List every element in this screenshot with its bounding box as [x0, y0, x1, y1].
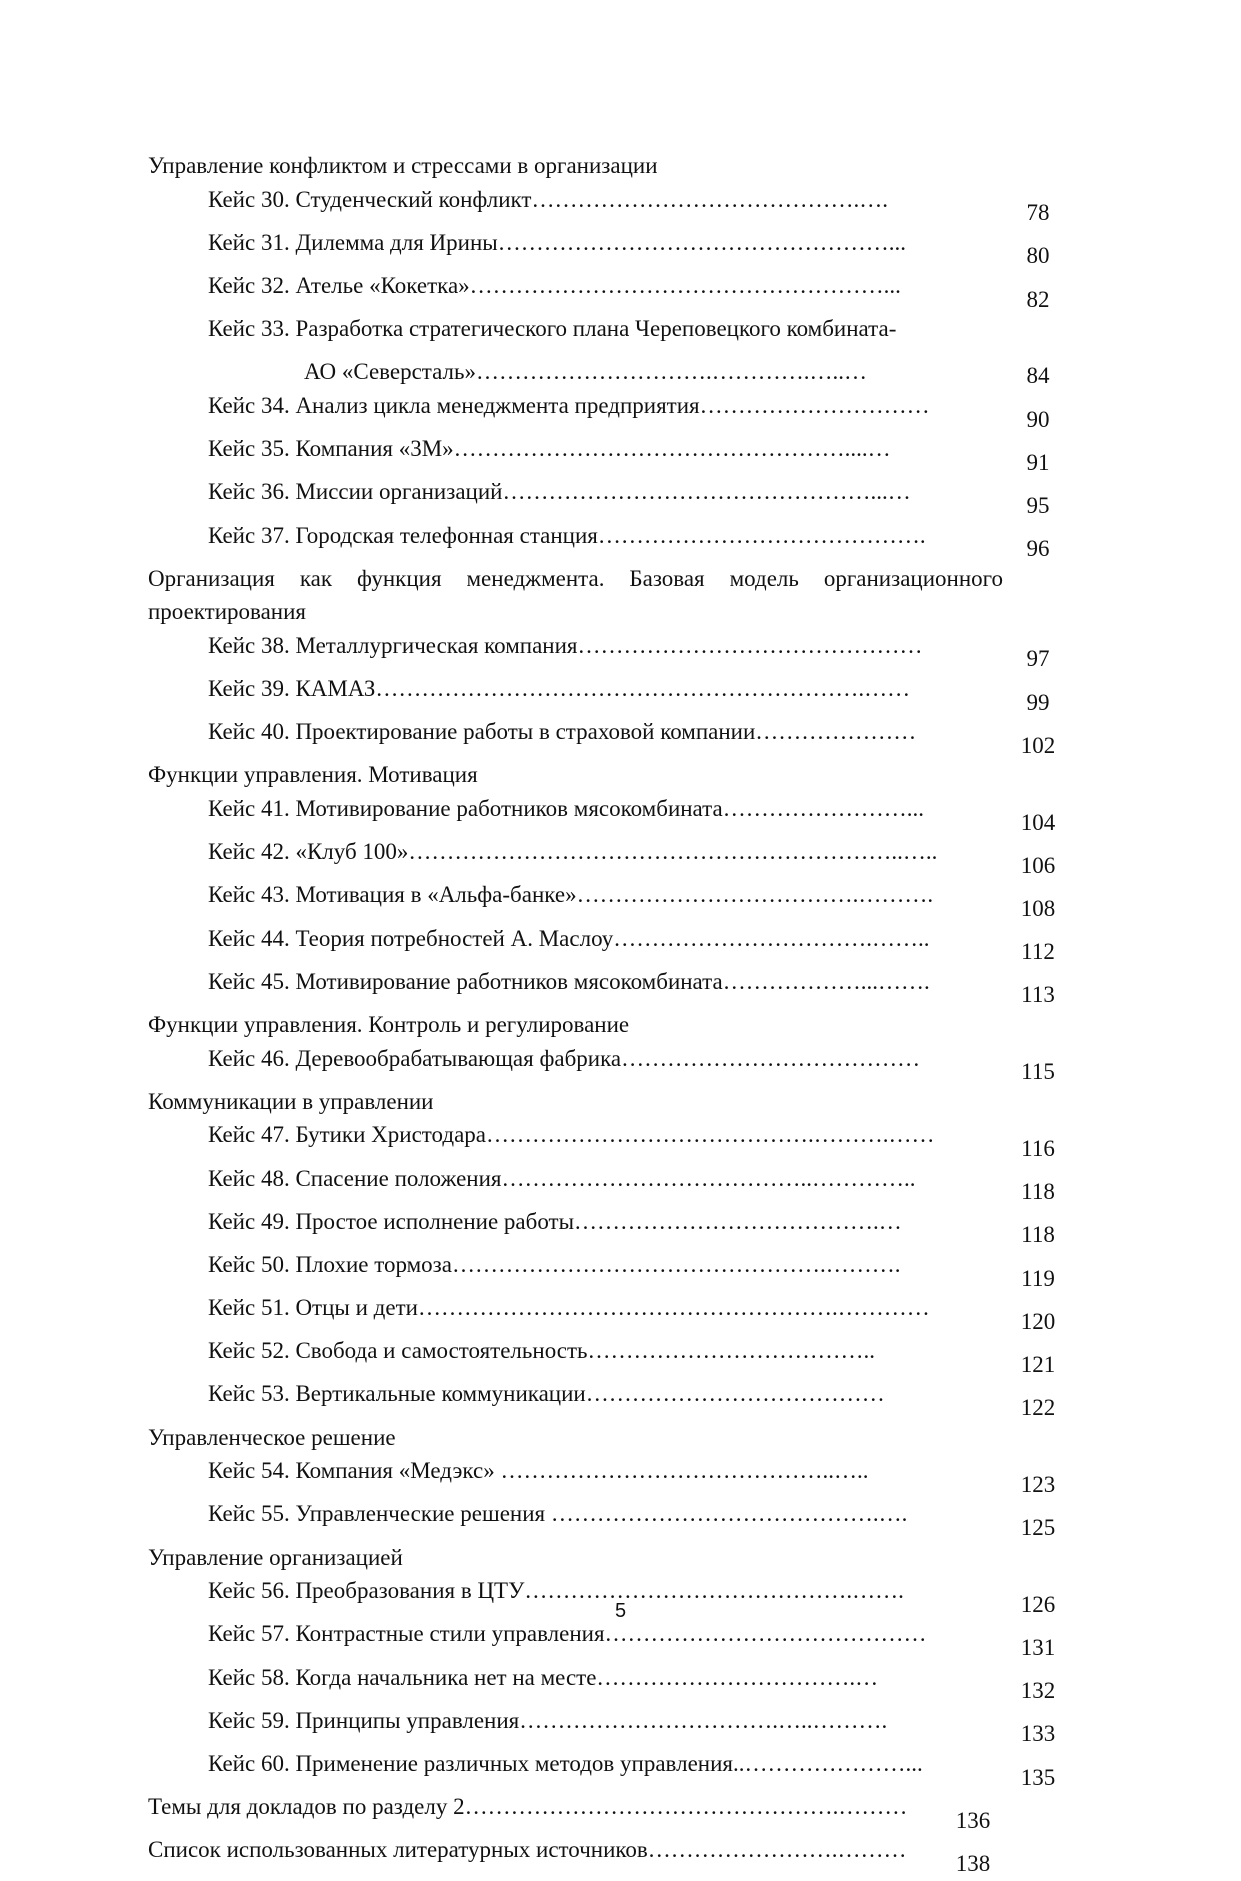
toc-entry-page: 108 [1020, 896, 1056, 921]
toc-case-entry [148, 1291, 1068, 1334]
toc-entry-title: Кейс 45. Мотивирование работников мясокомбината………………...……. [208, 968, 930, 994]
toc-entry-title: Кейс 30. Студенческий конфликт…………………………………….…. [208, 186, 888, 212]
toc-entry-page: 138 [955, 1850, 991, 1876]
toc-case-entry [148, 1454, 1068, 1497]
toc-section-heading [148, 149, 1003, 183]
toc-entry-page: 118 [1021, 1222, 1055, 1248]
toc-case-entry [148, 1617, 1068, 1660]
toc-entry-title: Кейс 33. Разработка стратегического плана Череповецкого комбината- [208, 316, 897, 342]
toc-entry-page: 126 [1020, 1591, 1056, 1617]
toc-entry-title: Кейс 36. Миссии организаций…………………………………………...… [208, 479, 911, 505]
toc-entry-title: Кейс 43. Мотивация в «Альфа-банке»……………………………….………. [208, 882, 934, 908]
toc-entry-page: 96 [1026, 536, 1050, 562]
toc-case-entry [148, 432, 1068, 475]
toc-entry-page: 122 [1020, 1395, 1056, 1421]
toc-entry-title: Темы для докладов по разделу 2………………………………………….……… [148, 1794, 908, 1820]
toc-entry-title: Кейс 59. Принципы управления…………………………….…..………. [208, 1707, 888, 1733]
toc-section-heading [148, 1085, 1003, 1119]
toc-section-heading [148, 1421, 1003, 1455]
toc-entry-title: Кейс 44. Теория потребностей А. Маслоу…………………………….…….. [208, 925, 930, 951]
toc-section-heading [148, 758, 1003, 792]
toc-entry-title: Кейс 47. Бутики Христодара…………………………………….……….…… [208, 1122, 935, 1148]
toc-entry-title: Кейс 56. Преобразования в ЦТУ…………………………………….……. [208, 1578, 904, 1604]
toc-entry-page: 118 [1021, 1179, 1055, 1205]
toc-entry-title: Кейс 48. Спасение положения…………………………………..………….. [208, 1165, 916, 1191]
toc-case-entry [148, 389, 1068, 432]
toc-entry-page: 80 [1026, 243, 1050, 269]
toc-case-entry [148, 183, 1068, 226]
toc-entry-title: Кейс 37. Городская телефонная станция……………………………………. [208, 522, 926, 548]
toc-entry-page: 115 [1021, 1059, 1055, 1085]
toc-entry-page: 131 [1020, 1635, 1056, 1660]
toc-entry-page: 84 [1026, 363, 1050, 389]
toc-entry-title: Кейс 51. Отцы и дети……………………………………………….………… [208, 1295, 930, 1321]
toc-entry-title: Кейс 31. Дилемма для Ирины……………………………………………... [208, 229, 906, 255]
toc-entry-title: Кейс 54. Компания «Медэкс» ……………………………………..….. [208, 1458, 869, 1484]
toc-entry-title: Управление конфликтом и стрессами в организации [148, 153, 658, 178]
page-number: 5 [614, 1600, 627, 1622]
toc-case-entry [148, 792, 1068, 835]
toc-entry-title: Кейс 46. Деревообрабатывающая фабрика………………………………… [208, 1045, 921, 1071]
toc-case-entry [148, 1497, 1068, 1540]
toc-entry-title: Коммуникации в управлении [148, 1088, 434, 1114]
toc-case-entry [148, 715, 1068, 758]
toc-case-entry [148, 475, 1068, 518]
toc-entry-title: Кейс 58. Когда начальника нет на месте…………………………….… [208, 1664, 879, 1690]
toc-entry-page: 133 [1020, 1721, 1056, 1747]
toc-case-entry [148, 1248, 1068, 1291]
toc-entry-title: Кейс 40. Проектирование работы в страховой компании………………… [208, 719, 917, 745]
toc-case-entry [148, 922, 1068, 965]
toc-entry-page: 113 [1021, 982, 1055, 1008]
toc-entry-title: Кейс 49. Простое исполнение работы………………………………….… [208, 1208, 902, 1234]
toc-entry-page: 132 [1020, 1678, 1056, 1704]
toc-entry-title: Кейс 60. Применение различных методов управления..…………………... [208, 1750, 923, 1776]
toc-case-entry [148, 1377, 1068, 1420]
toc-section-heading [148, 1008, 1003, 1042]
toc-entry-page: 78 [1026, 200, 1050, 226]
toc-entry-page: 112 [1021, 939, 1055, 965]
toc-entry-page: 136 [955, 1807, 991, 1833]
toc-entry-page: 123 [1020, 1471, 1056, 1497]
toc-entry-title: Кейс 50. Плохие тормоза………………………………………….………. [208, 1251, 901, 1277]
toc-case-entry [148, 878, 1068, 921]
toc-entry-page: 119 [1021, 1265, 1055, 1291]
toc-entry-title: Кейс 39. КАМАЗ……………………………………………………….…… [208, 676, 911, 702]
toc-entry-page: 116 [1021, 1135, 1055, 1161]
toc-entry-title-continuation: АО «Северсталь»………………………….………….…..… [304, 359, 868, 385]
toc-case-entry [148, 1334, 1068, 1377]
toc-case-entry [148, 1118, 1068, 1161]
toc-case-entry [148, 312, 1068, 389]
toc-section-heading [148, 1541, 1003, 1575]
toc-case-entry [148, 835, 1068, 878]
toc-entry-title: Функции управления. Контроль и регулирование [148, 1011, 630, 1037]
toc-entry-page: 125 [1020, 1515, 1056, 1541]
toc-case-entry [148, 1704, 1068, 1747]
toc-section-heading [148, 1833, 1003, 1876]
toc-entry-page: 99 [1026, 689, 1050, 715]
toc-entry-page: 121 [1020, 1351, 1056, 1377]
toc-case-entry [148, 1042, 1068, 1085]
toc-entry-page: 90 [1026, 406, 1050, 432]
toc-entry-page: 95 [1026, 492, 1050, 518]
toc-case-entry [148, 519, 1068, 562]
toc-entry-title: Кейс 38. Металлургическая компания……………………………………… [208, 632, 923, 658]
toc-entry-page: 106 [1020, 852, 1056, 878]
toc-entry-page: 135 [1020, 1764, 1056, 1790]
toc-case-entry [148, 1162, 1068, 1205]
toc-entry-page: 120 [1020, 1308, 1056, 1334]
toc-entry-title: Список использованных литературных источников…………………….……… [148, 1837, 907, 1863]
toc-entry-title: Кейс 41. Мотивирование работников мясокомбината……………………... [208, 796, 924, 822]
toc-case-entry [148, 226, 1068, 269]
toc-section-heading [148, 1790, 1003, 1833]
toc-entry-title: Кейс 52. Свобода и самостоятельность……………………………….. [208, 1338, 876, 1364]
toc-entry-title: Организация как функция менеджмента. Базовая модель организационного проектирования [148, 565, 1003, 625]
toc-entry-title: Кейс 34. Анализ цикла менеджмента предприятия………………………… [208, 392, 930, 418]
toc-entry-page: 91 [1026, 449, 1050, 475]
toc-entry-title: Кейс 53. Вертикальные коммуникации………………………………… [208, 1381, 885, 1407]
toc-entry-page: 97 [1026, 646, 1050, 672]
toc-entry-page: 82 [1026, 286, 1050, 312]
toc-entry-title: Кейс 35. Компания «3М»……………………………………………....… [208, 436, 891, 462]
toc-section-heading [148, 562, 1003, 629]
toc-entry-title: Кейс 32. Ателье «Кокетка»………………………………………………... [208, 272, 901, 298]
toc-case-entry [148, 1661, 1068, 1704]
toc-entry-title: Функции управления. Мотивация [148, 762, 478, 788]
toc-case-entry [148, 672, 1068, 715]
toc-entry-title: Управленческое решение [148, 1424, 396, 1450]
toc-entry-page: 104 [1020, 809, 1056, 835]
toc-case-entry [148, 965, 1068, 1008]
toc-entry-title: Управление организацией [148, 1544, 403, 1570]
toc-entry-title: Кейс 55. Управленческие решения …………………………………….…. [208, 1501, 908, 1527]
toc-case-entry [148, 1747, 1068, 1790]
toc-entry-title: Кейс 42. «Клуб 100»………………………………………………………..….. [208, 839, 938, 865]
toc-case-entry [148, 1205, 1068, 1248]
toc-case-entry [148, 269, 1068, 312]
toc-entry-title: Кейс 57. Контрастные стили управления…………………………………… [208, 1621, 927, 1647]
toc-entry-page: 102 [1020, 732, 1056, 758]
toc-case-entry [148, 629, 1068, 672]
